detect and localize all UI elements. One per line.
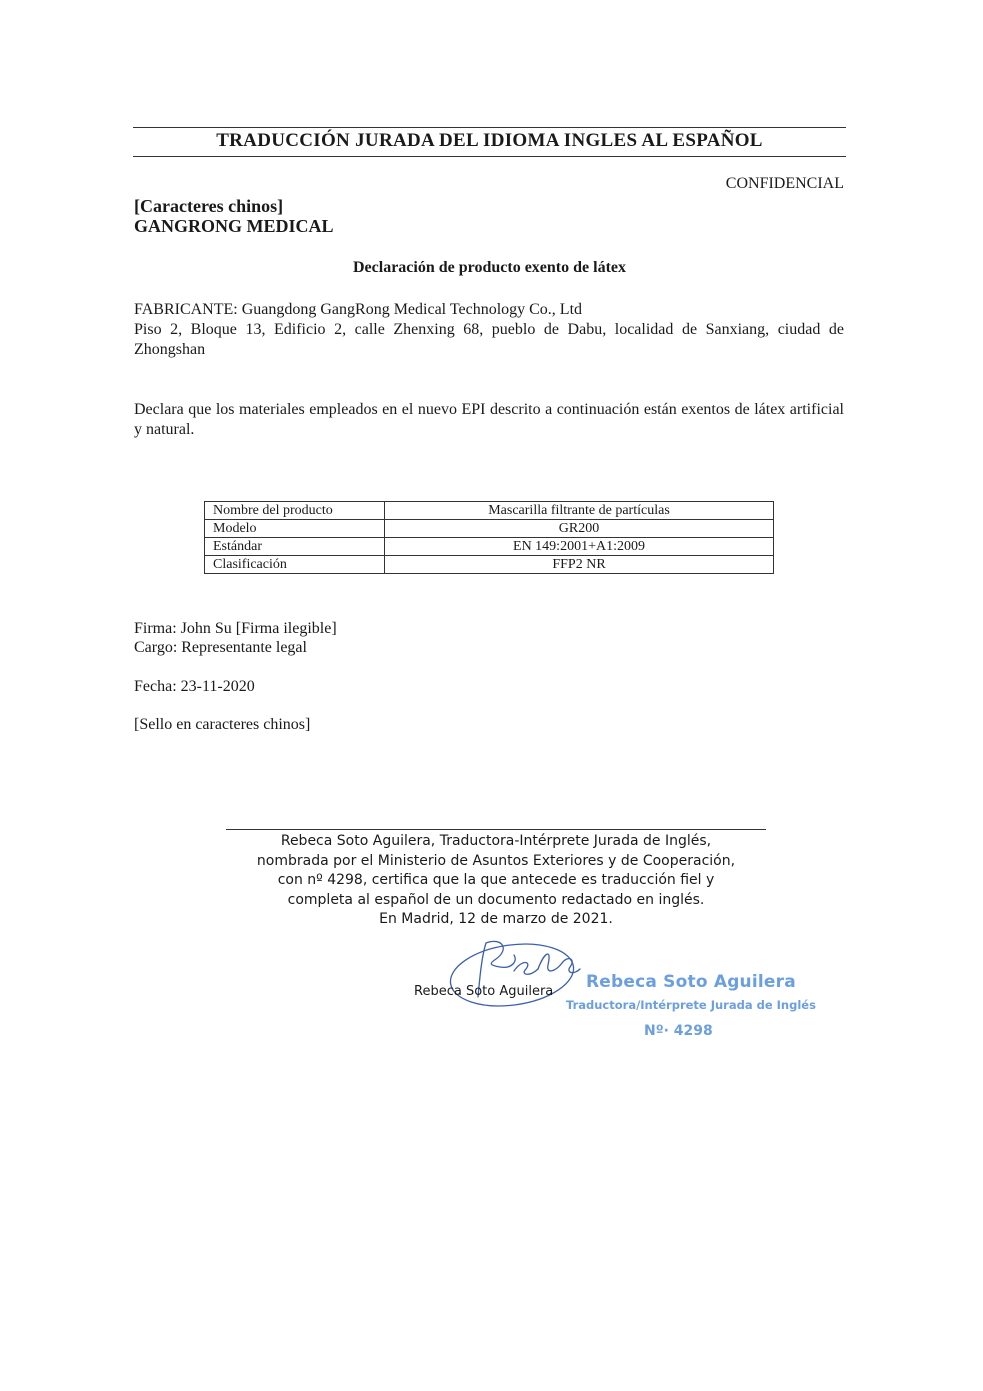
date-line: Fecha: 23-11-2020 [134, 678, 255, 695]
signature-line: Firma: John Su [Firma ilegible] [134, 620, 337, 637]
certification-line: nombrada por el Ministerio de Asuntos Exteriores y de Cooperación, [256, 852, 736, 869]
standard-value: EN 149:2001+A1:2009 [385, 538, 774, 556]
chinese-characters-note: [Caracteres chinos] [134, 196, 284, 216]
title-top-rule [133, 127, 846, 128]
classification-value: FFP2 NR [385, 556, 774, 574]
certification-line: completa al español de un documento redactado en inglés. [287, 891, 705, 908]
product-name-label: Nombre del producto [205, 502, 385, 520]
product-table [204, 501, 774, 574]
declaration-title: Declaración de producto exento de látex [353, 259, 626, 276]
certification-line: con nº 4298, certifica que la que antecede es traducción fiel y [277, 872, 715, 888]
stamp-number: Nº· 4298 [644, 1023, 713, 1039]
stamp-role: Traductora/Intérprete Jurada de Inglés [566, 998, 816, 1012]
company-name: GANGRONG MEDICAL [134, 216, 334, 236]
manufacturer-address: Piso 2, Bloque 13, Edificio 2, calle Zhenxing 68, pueblo de Dabu, localidad de Sanxiang, ciudad de Zhongshan [134, 321, 844, 358]
translator-certification [226, 829, 766, 930]
position-line: Cargo: Representante legal [134, 639, 307, 656]
table-row [205, 502, 774, 520]
product-name-value: Mascarilla filtrante de partículas [385, 502, 774, 520]
confidential-label: CONFIDENCIAL [725, 175, 844, 192]
seal-note: [Sello en caracteres chinos] [134, 716, 311, 733]
signer-name: Rebeca Soto Aguilera [414, 984, 554, 999]
classification-label: Clasificación [205, 556, 385, 574]
title-bottom-rule [133, 156, 846, 157]
certification-line: Rebeca Soto Aguilera, Traductora-Intérprete Jurada de Inglés, [280, 833, 712, 849]
certification-line: En Madrid, 12 de marzo de 2021. [379, 911, 613, 927]
standard-label: Estándar [205, 538, 385, 556]
stamp-name: Rebeca Soto Aguilera [586, 972, 796, 992]
table-row [205, 520, 774, 538]
manufacturer-line: FABRICANTE: Guangdong GangRong Medical Technology Co., Ltd [134, 301, 583, 318]
table-row [205, 556, 774, 574]
model-value: GR200 [385, 520, 774, 538]
declaration-text: Declara que los materiales empleados en el nuevo EPI descrito a continuación están exentos de látex artificial y natural. [134, 401, 844, 438]
document-title: TRADUCCIÓN JURADA DEL IDIOMA INGLES AL ESPAÑOL [216, 130, 763, 151]
table-row [205, 538, 774, 556]
model-label: Modelo [205, 520, 385, 538]
